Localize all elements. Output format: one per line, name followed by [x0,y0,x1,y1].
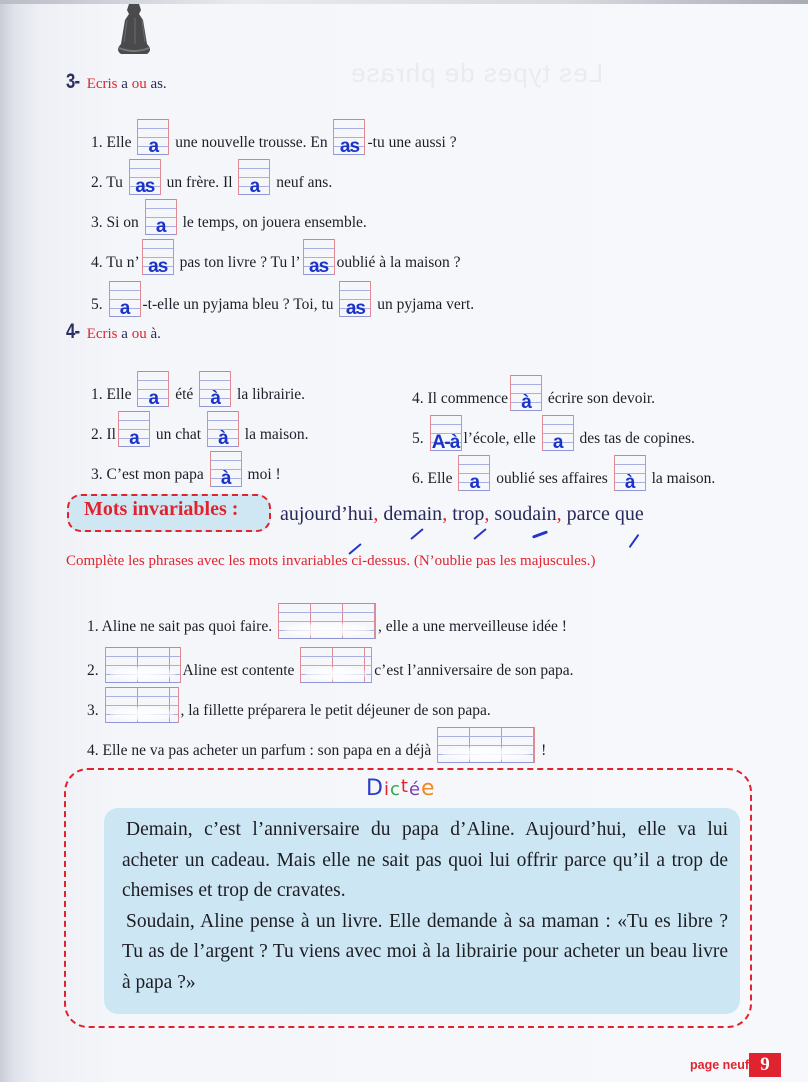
answer-box[interactable]: a [118,411,150,447]
check-mark-icon [473,528,487,540]
exercise-title: Ecris a ou as. [86,76,167,92]
answer-box[interactable]: à [510,375,542,411]
word: soudain [494,503,557,525]
answer-box[interactable]: as [339,281,371,317]
answer-box[interactable]: a [137,371,169,407]
answer-box-erased[interactable] [105,687,179,723]
answer-box[interactable]: à [210,451,242,487]
answer-box[interactable]: A-à [430,415,462,451]
answer-box-erased[interactable] [278,603,376,639]
answer-box[interactable]: a [145,199,177,235]
mots-invariables-list: aujourd’hui, demain, trop, soudain, parce que [280,503,644,525]
answer-box[interactable]: as [142,239,174,275]
word: trop [452,503,485,525]
word: parce que [566,503,644,525]
answer-box[interactable]: as [129,159,161,195]
dictee-title: Dictée [366,776,436,801]
exercise-3-line-3: 3. Si on a le temps, on jouera ensemble. [91,196,367,232]
answer-box[interactable]: a [458,455,490,491]
exercise-3-line-2: 2. Tu as un frère. Il a neuf ans. [91,156,332,192]
exercise-4-line-1: 1. Elle a été à la librairie. [91,368,305,404]
answer-box-erased[interactable] [300,647,372,683]
bell-illustration-icon [113,2,155,58]
answer-box-erased[interactable] [437,727,535,763]
exercise-number: 4- [66,320,80,343]
exercise-3-line-5: 5. a -t-elle un pyjama bleu ? Toi, tu as un pyjama vert. [91,278,474,314]
exercise-4-line-2: 2. Il a un chat à la maison. [91,408,309,444]
dictee-text [122,815,728,998]
page-label: page neuf [690,1058,750,1072]
exercise-3-header [66,70,167,94]
exercise-3-line-1: 1. Elle a une nouvelle trousse. En as -tu une aussi ? [91,116,457,152]
answer-box[interactable]: as [333,119,365,155]
mots-invariables-label: Mots invariables : [84,498,239,520]
word: aujourd’hui [280,503,374,525]
check-mark-icon [410,528,424,540]
answer-box[interactable]: à [199,371,231,407]
answer-box[interactable]: à [207,411,239,447]
answer-box[interactable]: as [303,239,335,275]
complete-sentence-3: 3. , la fillette préparera le petit déjeuner de son papa. [87,684,491,720]
dictee-paragraph-2: Soudain, Aline pense à un livre. Elle demande à sa maman : «Tu es libre ? Tu as de l’argent ? Tu viens avec moi à la librairie pour acheter un beau livre à papa ?» [122,910,728,993]
complete-sentence-1: 1. Aline ne sait pas quoi faire. , elle a une merveilleuse idée ! [87,600,567,636]
exercise-4-line-5: 5. A-à l’école, elle a des tas de copines. [412,412,695,448]
exercise-4-line-6: 6. Elle a oublié ses affaires à la maison. [412,452,715,488]
complete-sentence-4: 4. Elle ne va pas acheter un parfum : son papa en a déjà ! [87,724,546,760]
exercise-title: Ecris a ou à. [86,326,161,342]
page-number: 9 [749,1053,781,1077]
show-through-text: Les types de phrase [350,58,604,88]
exercise-4-line-4: 4. Il commence à écrire son devoir. [412,372,655,408]
answer-box[interactable]: a [137,119,169,155]
answer-box-erased[interactable] [105,647,181,683]
exercise-4-header [66,320,161,344]
exercise-4-line-3: 3. C’est mon papa à moi ! [91,448,281,484]
answer-box[interactable]: a [109,281,141,317]
instruction-text: Complète les phrases avec les mots invariables ci-dessus. (N’oublie pas les majuscules.) [66,553,596,569]
check-mark-icon [629,534,640,548]
check-mark-icon [532,530,548,538]
answer-box[interactable]: à [614,455,646,491]
complete-sentence-2: 2. Aline est contente c’est l’anniversaire de son papa. [87,644,574,680]
word: demain [383,503,443,525]
exercise-number: 3- [66,70,80,93]
answer-box[interactable]: a [238,159,270,195]
dictee-paragraph-1: Demain, c’est l’anniversaire du papa d’Aline. Aujourd’hui, elle va lui acheter un cadeau. Mais elle ne sait pas quoi lui offrir parce qu’il a trop de chemises et trop de cravates. [122,819,728,901]
answer-box[interactable]: a [542,415,574,451]
exercise-3-line-4: 4. Tu n’ as pas ton livre ? Tu l’ as oublié à la maison ? [91,236,461,272]
